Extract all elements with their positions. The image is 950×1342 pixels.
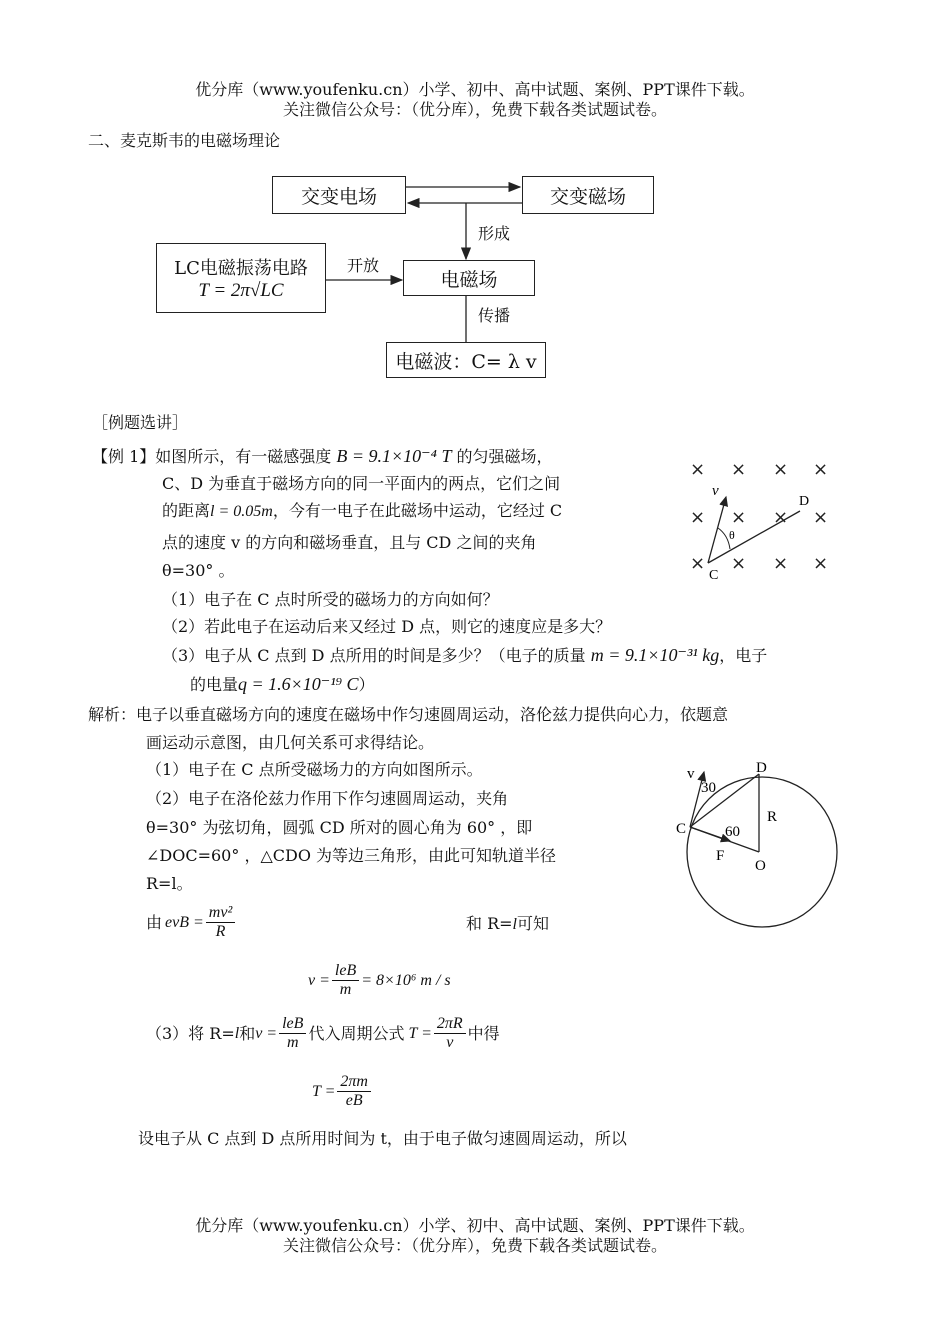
- solution-part1: （1）电子在 C 点所受磁场力的方向如图所示。: [146, 760, 483, 779]
- question-2: （2）若此电子在运动后来又经过 D 点，则它的速度应是多大？: [162, 617, 612, 636]
- eq3-numerator: 2πm: [337, 1073, 371, 1092]
- and-r-equals-l: [466, 914, 549, 935]
- cross-mark: ×: [731, 507, 747, 528]
- cross-mark: ×: [773, 507, 789, 528]
- force-arrow: [690, 827, 730, 841]
- figure-magnetic-field: [680, 455, 840, 585]
- cross-mark: ×: [773, 553, 789, 574]
- box-electromagnetic-wave: [386, 342, 546, 378]
- box-magnetic-label: 交变磁场: [549, 185, 626, 208]
- solution-part2-line4: R=l。: [146, 874, 193, 893]
- label-F: F: [716, 848, 725, 864]
- solution-tag: 解析：: [88, 705, 137, 724]
- eq1-denominator: R: [215, 923, 226, 940]
- example1-line5: θ=30° 。: [162, 561, 235, 580]
- label-theta: θ: [729, 528, 735, 542]
- cross-mark: ×: [690, 553, 706, 574]
- velocity-arrow: [708, 497, 726, 563]
- example1-text: 的匀强磁场，: [456, 447, 553, 466]
- from-text: 由: [146, 912, 163, 932]
- p3-text: 和: [239, 1023, 256, 1043]
- label-C: C: [709, 568, 719, 583]
- question-3-text: 的电量: [190, 675, 239, 694]
- p3-T: T =: [408, 1024, 432, 1042]
- p3-l: l: [234, 1024, 240, 1042]
- eq2-numerator: leB: [332, 962, 359, 981]
- example1-text: 如图所示，有一磁感强度: [155, 447, 332, 466]
- label-D: D: [799, 494, 810, 509]
- formula-m: m = 9.1×10⁻³¹ kg: [590, 645, 720, 665]
- header-line-1: 优分库（www.youfenku.cn）小学、初中、高中试题、案例、PPT课件下载。: [195, 80, 755, 99]
- question-3: [162, 645, 767, 666]
- p3-text: 中得: [467, 1023, 500, 1043]
- p3-fraction-T: [434, 1015, 466, 1052]
- question-3-text: ，电子: [719, 646, 768, 665]
- formula-l: l = 0.05m: [210, 503, 273, 520]
- label-60: 60: [725, 824, 740, 840]
- example1-line3: [162, 501, 562, 522]
- eq3-denominator: eB: [345, 1092, 363, 1109]
- solution-line2: 画运动示意图，由几何关系可求得结论。: [146, 733, 435, 752]
- question-1: （1）电子在 C 点时所受的磁场力的方向如何？: [162, 590, 499, 609]
- cross-mark: ×: [813, 553, 829, 574]
- question-3-cont: [190, 674, 375, 695]
- cross-mark: ×: [773, 459, 789, 480]
- and-l: l: [512, 916, 517, 933]
- cross-mark: ×: [813, 459, 829, 480]
- header-line-2: 关注微信公众号：（优分库），免费下载各类试题试卷。: [282, 100, 667, 119]
- footer-line-2: 关注微信公众号：（优分库），免费下载各类试题试卷。: [282, 1236, 667, 1255]
- eq1-lhs: evB =: [165, 913, 204, 931]
- box-alternating-electric-field: [272, 176, 406, 214]
- solution-part3: [146, 1015, 500, 1052]
- label-open: 开放: [347, 256, 380, 275]
- question-3-text: ）: [358, 675, 375, 694]
- box-alternating-magnetic-field: [522, 176, 654, 214]
- box-field-label: 电磁场: [440, 268, 498, 291]
- p3-text: 代入周期公式: [308, 1023, 405, 1043]
- example1-line2: C、D 为垂直于磁场方向的同一平面内的两点，它们之间: [162, 474, 561, 493]
- p3-fraction-v: [279, 1015, 306, 1052]
- figure-circular-motion: [676, 760, 856, 940]
- label-v: v: [687, 766, 695, 782]
- eq2-rhs: = 8×10⁶ m / s: [361, 971, 451, 989]
- example1-line4: 点的速度 v 的方向和磁场垂直，且与 CD 之间的夹角: [162, 533, 537, 552]
- solution-line1: [88, 705, 728, 725]
- label-propagate: 传播: [478, 306, 511, 325]
- equation-lorentz: [146, 904, 237, 941]
- label-form: 形成: [478, 224, 511, 243]
- solution-text: 电子以垂直磁场方向的速度在磁场中作匀速圆周运动，洛伦兹力提供向心力，依题意: [136, 705, 729, 724]
- equation-period: [312, 1073, 373, 1110]
- eq2-denominator: m: [339, 981, 352, 998]
- formula-B: B = 9.1×10⁻⁴ T: [336, 446, 452, 466]
- solution-part2-line1: （2）电子在洛伦兹力作用下作匀速圆周运动，夹角: [146, 789, 509, 808]
- cross-mark: ×: [690, 507, 706, 528]
- label-v: v: [712, 483, 719, 499]
- label-O: O: [755, 858, 766, 874]
- label-30: 30: [701, 780, 716, 796]
- examples-title: ［例题选讲］: [92, 413, 189, 432]
- cross-mark: ×: [813, 507, 829, 528]
- know-text: 可知: [517, 914, 550, 933]
- flowchart-connectors: [0, 0, 950, 400]
- cross-mark: ×: [731, 553, 747, 574]
- solution-part2-line2: θ=30° 为弦切角，圆弧 CD 所对的圆心角为 60° ，即: [146, 818, 533, 837]
- example1-tag: 【例 1】: [92, 447, 156, 466]
- label-R: R: [767, 809, 778, 825]
- p3-v: v =: [255, 1024, 278, 1042]
- circle-orbit: [687, 777, 837, 927]
- p3-text: （3）将 R=: [146, 1023, 235, 1043]
- eq1-numerator: mv²: [206, 904, 235, 923]
- box-lc-circuit: [156, 243, 326, 313]
- solution-part2-line3: ∠DOC=60° ，△CDO 为等边三角形，由此可知轨道半径: [146, 846, 557, 865]
- eq2-fraction: [332, 962, 359, 999]
- and-text: 和 R=: [466, 914, 513, 933]
- equation-velocity: [308, 962, 451, 999]
- example1-text: 的距离: [162, 501, 211, 520]
- eq1-fraction: [206, 904, 235, 941]
- box-lc-label: LC电磁振荡电路: [174, 258, 308, 279]
- label-D: D: [756, 760, 767, 776]
- eq3-lhs: T =: [312, 1082, 336, 1100]
- example1-line1: [92, 446, 553, 467]
- p3-denominator2: v: [446, 1034, 454, 1051]
- box-wave-label: 电磁波：C= λ v: [395, 350, 537, 373]
- example1-text: ，今有一电子在此磁场中运动，它经过 C: [272, 501, 563, 520]
- p3-denominator: m: [286, 1034, 299, 1051]
- p3-numerator2: 2πR: [434, 1015, 466, 1034]
- question-3-text: （3）电子从 C 点到 D 点所用的时间是多少？（电子的质量: [162, 646, 586, 665]
- box-lc-formula: T = 2π√LC: [198, 280, 284, 301]
- box-electric-label: 交变电场: [300, 185, 377, 208]
- section-title: 二、麦克斯韦的电磁场理论: [88, 131, 281, 150]
- cross-mark: ×: [690, 459, 706, 480]
- solution-last-line: 设电子从 C 点到 D 点所用时间为 t，由于电子做匀速圆周运动，所以: [138, 1129, 627, 1148]
- p3-numerator: leB: [279, 1015, 306, 1034]
- cross-mark: ×: [731, 459, 747, 480]
- eq3-fraction: [337, 1073, 371, 1110]
- footer-line-1: 优分库（www.youfenku.cn）小学、初中、高中试题、案例、PPT课件下载。: [195, 1216, 755, 1235]
- formula-q: q = 1.6×10⁻¹⁹ C: [238, 674, 359, 694]
- box-electromagnetic-field: [403, 260, 535, 296]
- label-C: C: [676, 821, 687, 837]
- eq2-lhs: v =: [308, 971, 330, 989]
